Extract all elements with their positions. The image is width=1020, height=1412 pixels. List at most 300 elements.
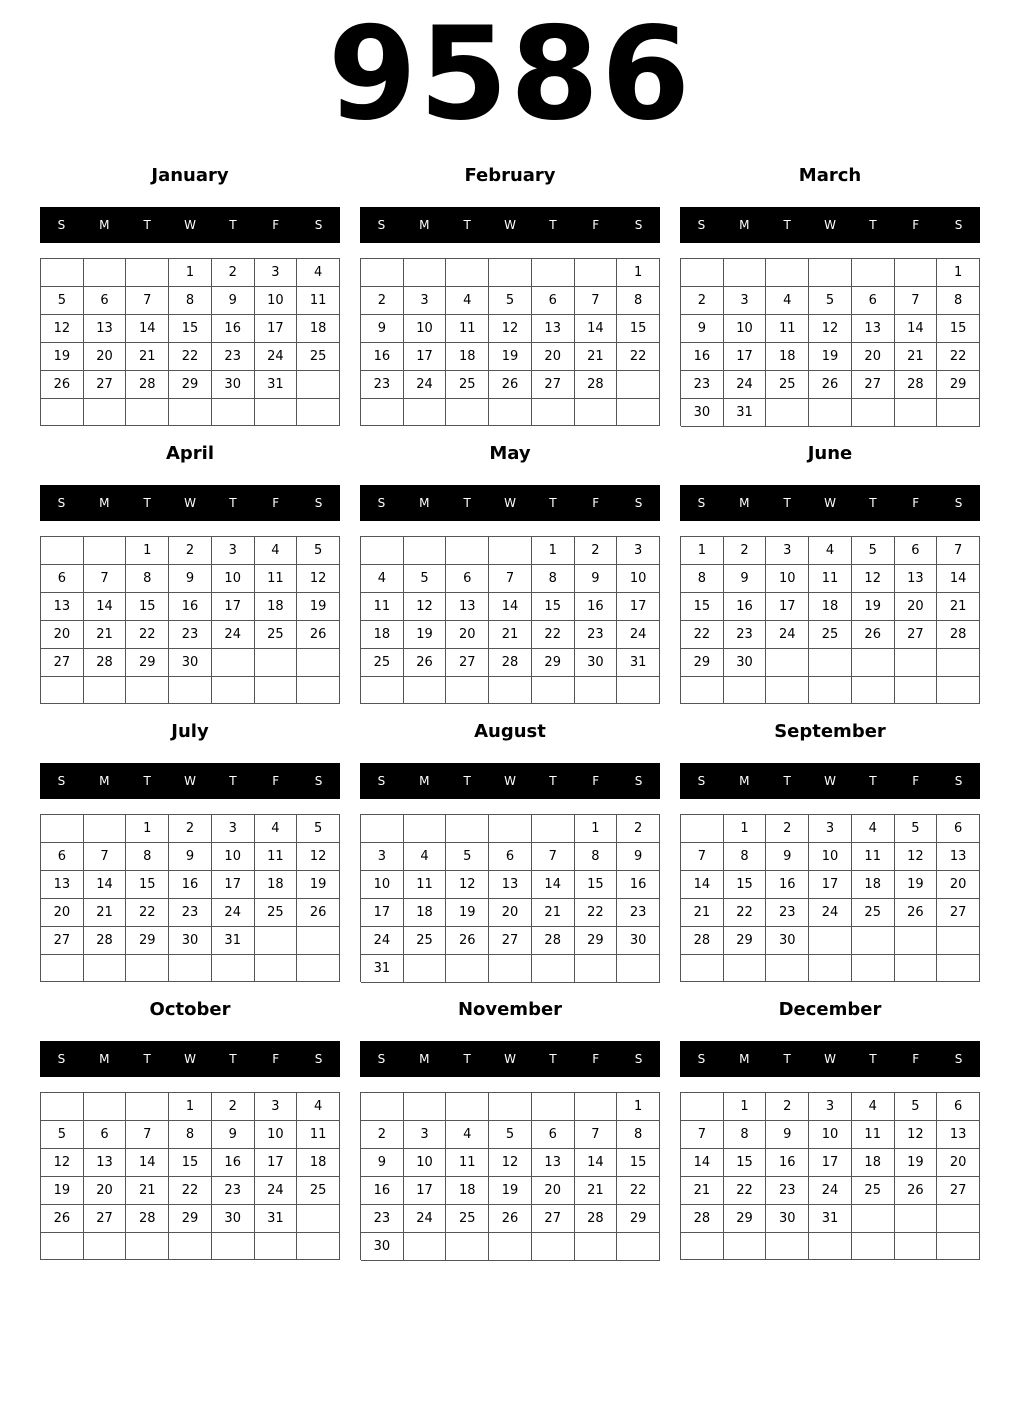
weekday-header [360, 485, 660, 521]
day-cell: 2 [617, 815, 660, 843]
day-cell: 15 [169, 315, 212, 343]
day-cell: 5 [895, 815, 938, 843]
day-cell: 25 [446, 1205, 489, 1233]
day-cell: 9 [617, 843, 660, 871]
day-cell: 20 [489, 899, 532, 927]
day-cell: 22 [169, 1177, 212, 1205]
day-cell: 29 [575, 927, 618, 955]
day-cell: 29 [724, 927, 767, 955]
empty-day-cell [361, 1093, 404, 1121]
day-cell: 1 [575, 815, 618, 843]
day-cell: 4 [446, 1121, 489, 1149]
day-cell: 4 [255, 815, 298, 843]
day-cell: 7 [895, 287, 938, 315]
weekday-label: F [912, 1052, 920, 1066]
weekday-label: W [824, 496, 836, 510]
day-cell: 3 [809, 815, 852, 843]
empty-day-cell [766, 1233, 809, 1260]
day-cell: 5 [489, 287, 532, 315]
empty-day-cell [169, 677, 212, 704]
day-cell: 23 [212, 343, 255, 371]
empty-day-cell [41, 1233, 84, 1260]
day-cell: 16 [361, 1177, 404, 1205]
day-cell: 8 [617, 287, 660, 315]
day-cell: 16 [212, 315, 255, 343]
day-cell: 2 [361, 1121, 404, 1149]
month-name: December [778, 999, 882, 1020]
empty-day-cell [937, 1233, 980, 1260]
day-cell: 3 [766, 537, 809, 565]
month-name: February [464, 165, 556, 186]
weekday-label: F [272, 774, 280, 788]
weekday-label: F [592, 218, 600, 232]
weekday-label: M [99, 218, 110, 232]
weekday-label: T [463, 218, 471, 232]
day-cell: 10 [255, 1121, 298, 1149]
day-cell: 23 [169, 621, 212, 649]
day-cell: 12 [489, 1149, 532, 1177]
day-cell: 16 [766, 1149, 809, 1177]
day-cell: 2 [212, 259, 255, 287]
day-grid [680, 258, 980, 426]
day-cell: 22 [126, 621, 169, 649]
day-cell: 14 [489, 593, 532, 621]
day-cell: 3 [255, 259, 298, 287]
day-cell: 28 [84, 649, 127, 677]
day-cell: 7 [681, 843, 724, 871]
day-cell: 29 [937, 371, 980, 399]
day-cell: 7 [84, 565, 127, 593]
day-cell: 1 [724, 815, 767, 843]
empty-day-cell [532, 399, 575, 426]
empty-day-cell [84, 259, 127, 287]
empty-day-cell [41, 259, 84, 287]
day-cell: 2 [575, 537, 618, 565]
weekday-label: W [184, 218, 196, 232]
empty-day-cell [575, 677, 618, 704]
day-cell: 24 [404, 1205, 447, 1233]
weekday-label: T [549, 218, 557, 232]
day-cell: 31 [617, 649, 660, 677]
day-cell: 7 [532, 843, 575, 871]
day-cell: 11 [255, 565, 298, 593]
empty-day-cell [532, 815, 575, 843]
weekday-label: W [504, 218, 516, 232]
empty-day-cell [852, 399, 895, 427]
day-cell: 21 [532, 899, 575, 927]
day-cell: 11 [852, 1121, 895, 1149]
day-cell: 19 [297, 871, 340, 899]
day-cell: 8 [724, 1121, 767, 1149]
day-cell: 23 [361, 1205, 404, 1233]
empty-day-cell [724, 259, 767, 287]
empty-day-cell [937, 677, 980, 704]
day-cell: 29 [169, 371, 212, 399]
empty-day-cell [489, 399, 532, 426]
day-cell: 20 [84, 1177, 127, 1205]
day-cell: 18 [446, 1177, 489, 1205]
day-cell: 24 [766, 621, 809, 649]
day-cell: 17 [404, 1177, 447, 1205]
day-grid [680, 814, 980, 982]
day-cell: 1 [724, 1093, 767, 1121]
day-cell: 4 [361, 565, 404, 593]
day-cell: 5 [404, 565, 447, 593]
day-cell: 7 [575, 287, 618, 315]
day-cell: 17 [404, 343, 447, 371]
weekday-label: M [419, 1052, 430, 1066]
empty-day-cell [937, 1205, 980, 1233]
empty-day-cell [489, 1093, 532, 1121]
empty-day-cell [489, 537, 532, 565]
day-cell: 26 [297, 621, 340, 649]
empty-day-cell [766, 399, 809, 427]
day-cell: 29 [617, 1205, 660, 1233]
day-cell: 19 [446, 899, 489, 927]
weekday-header [40, 485, 340, 521]
day-cell: 13 [41, 871, 84, 899]
day-cell: 6 [489, 843, 532, 871]
weekday-header [360, 207, 660, 243]
day-cell: 5 [297, 537, 340, 565]
empty-day-cell [532, 259, 575, 287]
day-grid [680, 1092, 980, 1260]
empty-day-cell [446, 259, 489, 287]
day-cell: 6 [41, 843, 84, 871]
day-cell: 21 [126, 1177, 169, 1205]
empty-day-cell [681, 1093, 724, 1121]
day-cell: 21 [681, 899, 724, 927]
day-cell: 10 [361, 871, 404, 899]
day-cell: 11 [404, 871, 447, 899]
day-cell: 1 [169, 1093, 212, 1121]
day-cell: 21 [84, 621, 127, 649]
day-cell: 8 [169, 1121, 212, 1149]
day-cell: 29 [532, 649, 575, 677]
weekday-label: T [229, 496, 237, 510]
empty-day-cell [84, 399, 127, 426]
day-cell: 12 [41, 1149, 84, 1177]
month-name: July [171, 721, 209, 742]
day-cell: 16 [724, 593, 767, 621]
weekday-label: W [824, 1052, 836, 1066]
empty-day-cell [126, 1093, 169, 1121]
empty-day-cell [446, 815, 489, 843]
weekday-label: S [57, 218, 66, 232]
empty-day-cell [169, 1233, 212, 1260]
day-cell: 6 [532, 287, 575, 315]
empty-day-cell [446, 677, 489, 704]
day-cell: 6 [84, 1121, 127, 1149]
day-cell: 24 [255, 1177, 298, 1205]
day-cell: 6 [41, 565, 84, 593]
day-cell: 10 [809, 1121, 852, 1149]
weekday-label: S [634, 496, 643, 510]
day-cell: 17 [617, 593, 660, 621]
day-cell: 23 [575, 621, 618, 649]
day-cell: 20 [852, 343, 895, 371]
day-cell: 14 [126, 1149, 169, 1177]
day-cell: 7 [681, 1121, 724, 1149]
day-cell: 12 [489, 315, 532, 343]
day-cell: 3 [255, 1093, 298, 1121]
empty-day-cell [895, 1233, 938, 1260]
day-cell: 15 [724, 1149, 767, 1177]
day-cell: 2 [361, 287, 404, 315]
day-cell: 8 [724, 843, 767, 871]
day-cell: 26 [297, 899, 340, 927]
empty-day-cell [766, 649, 809, 677]
empty-day-cell [255, 1233, 298, 1260]
day-cell: 12 [297, 565, 340, 593]
weekday-label: S [314, 218, 323, 232]
day-cell: 2 [724, 537, 767, 565]
empty-day-cell [126, 259, 169, 287]
day-cell: 23 [169, 899, 212, 927]
day-grid [40, 814, 340, 982]
weekday-label: S [634, 218, 643, 232]
empty-day-cell [532, 677, 575, 704]
day-cell: 16 [169, 871, 212, 899]
empty-day-cell [404, 399, 447, 426]
month-name: August [474, 721, 546, 742]
day-cell: 24 [361, 927, 404, 955]
day-cell: 1 [617, 1093, 660, 1121]
day-cell: 26 [895, 899, 938, 927]
day-cell: 26 [404, 649, 447, 677]
day-cell: 14 [84, 593, 127, 621]
day-cell: 11 [297, 287, 340, 315]
month-august [360, 719, 660, 989]
weekday-header [40, 763, 340, 799]
day-cell: 14 [532, 871, 575, 899]
day-cell: 15 [937, 315, 980, 343]
day-cell: 16 [617, 871, 660, 899]
empty-day-cell [809, 677, 852, 704]
day-cell: 27 [937, 1177, 980, 1205]
empty-day-cell [852, 677, 895, 704]
day-cell: 13 [852, 315, 895, 343]
empty-day-cell [617, 955, 660, 983]
day-cell: 29 [169, 1205, 212, 1233]
day-cell: 27 [446, 649, 489, 677]
empty-day-cell [361, 259, 404, 287]
day-cell: 25 [852, 1177, 895, 1205]
weekday-label: S [314, 774, 323, 788]
day-cell: 10 [404, 1149, 447, 1177]
day-cell: 30 [766, 1205, 809, 1233]
day-cell: 27 [532, 1205, 575, 1233]
day-cell: 6 [532, 1121, 575, 1149]
weekday-label: S [954, 496, 963, 510]
day-cell: 25 [255, 621, 298, 649]
month-january [40, 163, 340, 433]
weekday-label: M [739, 774, 750, 788]
day-cell: 24 [255, 343, 298, 371]
weekday-label: S [57, 1052, 66, 1066]
month-name: March [798, 165, 862, 186]
day-cell: 18 [361, 621, 404, 649]
empty-day-cell [255, 677, 298, 704]
day-cell: 25 [404, 927, 447, 955]
day-cell: 30 [212, 1205, 255, 1233]
day-cell: 10 [404, 315, 447, 343]
weekday-label: T [463, 1052, 471, 1066]
day-cell: 30 [169, 649, 212, 677]
weekday-header [40, 1041, 340, 1077]
day-cell: 30 [617, 927, 660, 955]
empty-day-cell [575, 1233, 618, 1261]
day-cell: 21 [575, 1177, 618, 1205]
month-may [360, 441, 660, 711]
empty-day-cell [617, 399, 660, 426]
day-cell: 9 [681, 315, 724, 343]
day-cell: 18 [446, 343, 489, 371]
empty-day-cell [84, 537, 127, 565]
day-cell: 27 [41, 649, 84, 677]
day-cell: 3 [404, 287, 447, 315]
day-cell: 6 [937, 815, 980, 843]
empty-day-cell [446, 537, 489, 565]
empty-day-cell [681, 955, 724, 982]
day-cell: 19 [852, 593, 895, 621]
day-cell: 10 [809, 843, 852, 871]
empty-day-cell [852, 649, 895, 677]
empty-day-cell [809, 955, 852, 982]
weekday-label: S [377, 774, 386, 788]
day-cell: 22 [169, 343, 212, 371]
day-cell: 17 [809, 871, 852, 899]
weekday-header [680, 1041, 980, 1077]
day-cell: 27 [895, 621, 938, 649]
weekday-label: T [549, 1052, 557, 1066]
day-cell: 28 [489, 649, 532, 677]
weekday-label: T [869, 774, 877, 788]
day-cell: 31 [809, 1205, 852, 1233]
day-cell: 15 [532, 593, 575, 621]
day-cell: 9 [361, 1149, 404, 1177]
empty-day-cell [404, 1093, 447, 1121]
day-cell: 23 [766, 1177, 809, 1205]
empty-day-cell [84, 1233, 127, 1260]
day-cell: 30 [724, 649, 767, 677]
empty-day-cell [212, 677, 255, 704]
weekday-header [680, 763, 980, 799]
day-grid [40, 536, 340, 704]
day-cell: 1 [126, 537, 169, 565]
day-cell: 7 [126, 287, 169, 315]
weekday-label: M [99, 496, 110, 510]
day-cell: 30 [681, 399, 724, 427]
weekday-label: T [229, 218, 237, 232]
empty-day-cell [84, 677, 127, 704]
day-cell: 15 [169, 1149, 212, 1177]
day-cell: 11 [297, 1121, 340, 1149]
weekday-header [40, 207, 340, 243]
empty-day-cell [852, 1233, 895, 1260]
weekday-label: M [739, 1052, 750, 1066]
day-cell: 14 [681, 1149, 724, 1177]
day-cell: 25 [361, 649, 404, 677]
empty-day-cell [489, 955, 532, 983]
day-cell: 14 [895, 315, 938, 343]
day-cell: 17 [212, 871, 255, 899]
day-cell: 30 [169, 927, 212, 955]
weekday-label: S [697, 218, 706, 232]
empty-day-cell [489, 677, 532, 704]
empty-day-cell [937, 927, 980, 955]
weekday-label: S [634, 1052, 643, 1066]
day-cell: 23 [681, 371, 724, 399]
day-cell: 18 [297, 1149, 340, 1177]
day-cell: 3 [617, 537, 660, 565]
day-cell: 23 [361, 371, 404, 399]
day-cell: 26 [852, 621, 895, 649]
weekday-label: T [783, 218, 791, 232]
day-cell: 29 [681, 649, 724, 677]
day-cell: 11 [255, 843, 298, 871]
day-cell: 2 [766, 815, 809, 843]
day-cell: 25 [809, 621, 852, 649]
day-cell: 14 [937, 565, 980, 593]
weekday-label: F [592, 1052, 600, 1066]
month-name: January [151, 165, 229, 186]
day-cell: 19 [489, 343, 532, 371]
day-cell: 19 [489, 1177, 532, 1205]
empty-day-cell [361, 399, 404, 426]
empty-day-cell [532, 1233, 575, 1261]
empty-day-cell [446, 399, 489, 426]
empty-day-cell [809, 649, 852, 677]
day-cell: 8 [169, 287, 212, 315]
weekday-header [680, 207, 980, 243]
day-cell: 5 [852, 537, 895, 565]
weekday-label: M [99, 774, 110, 788]
day-cell: 3 [724, 287, 767, 315]
empty-day-cell [766, 259, 809, 287]
empty-day-cell [212, 649, 255, 677]
day-grid [360, 258, 660, 426]
month-name: June [807, 443, 853, 464]
day-cell: 5 [895, 1093, 938, 1121]
empty-day-cell [681, 1233, 724, 1260]
day-cell: 13 [84, 1149, 127, 1177]
day-cell: 27 [532, 371, 575, 399]
day-cell: 4 [852, 815, 895, 843]
day-cell: 26 [489, 1205, 532, 1233]
day-cell: 4 [766, 287, 809, 315]
weekday-header [360, 763, 660, 799]
day-cell: 1 [169, 259, 212, 287]
weekday-label: T [783, 1052, 791, 1066]
day-cell: 7 [575, 1121, 618, 1149]
empty-day-cell [809, 927, 852, 955]
day-cell: 8 [575, 843, 618, 871]
day-cell: 16 [212, 1149, 255, 1177]
weekday-label: F [912, 774, 920, 788]
day-cell: 12 [297, 843, 340, 871]
day-cell: 1 [681, 537, 724, 565]
weekday-label: S [954, 218, 963, 232]
day-cell: 28 [681, 927, 724, 955]
day-cell: 24 [404, 371, 447, 399]
empty-day-cell [489, 259, 532, 287]
day-cell: 12 [446, 871, 489, 899]
day-cell: 31 [724, 399, 767, 427]
empty-day-cell [489, 1233, 532, 1261]
empty-day-cell [446, 1093, 489, 1121]
month-december [680, 997, 980, 1267]
